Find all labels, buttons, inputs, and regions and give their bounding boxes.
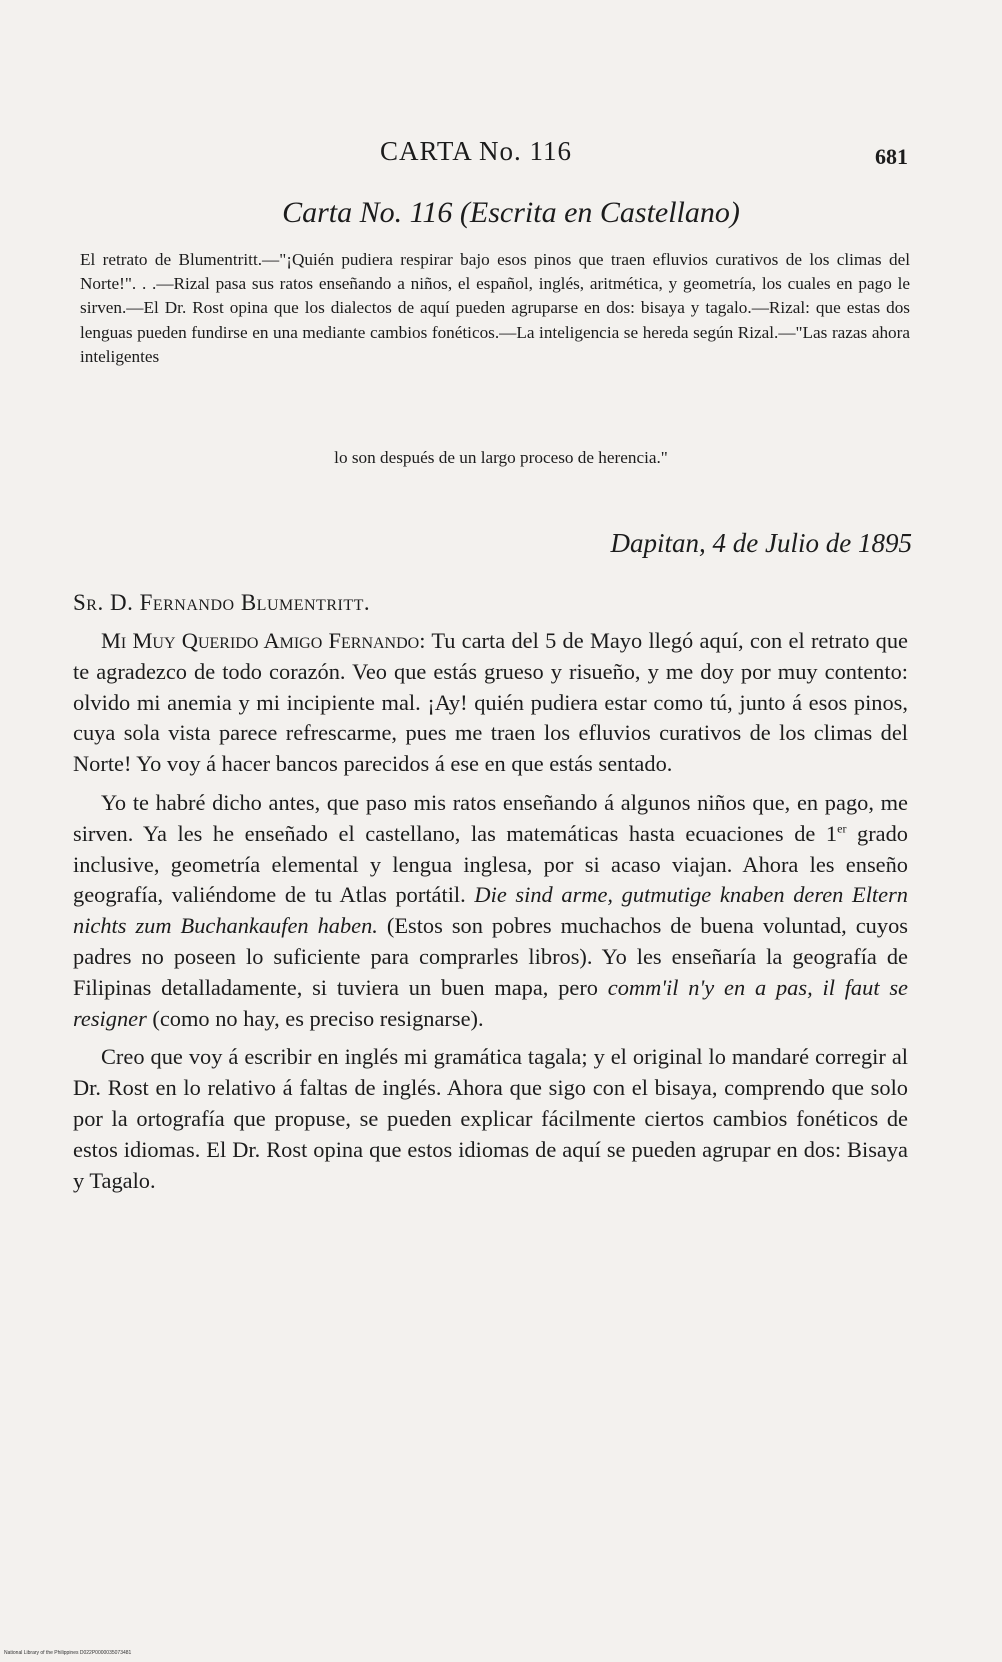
paragraph-2-part-c: (Estos son pobres muchachos de buena voluntad, cuyos padres no poseen lo suficiente para comprarles libros). Yo les enseñaría la geografía de Filipinas detalladamente, si tuviera un buen mapa, pero	[73, 913, 908, 1000]
letter-summary: El retrato de Blumentritt.—"¡Quién pudiera respirar bajo esos pinos que traen efluvios curativos de los climas del Norte!". . .—Rizal pasa sus ratos enseñando a niños, el español, inglés, aritmética, y geometría, los cuales en pago le sirven.—El Dr. Rost opina que los dialectos de aquí pueden agruparse en dos: bisaya y tagalo.—Rizal: que estas dos lenguas pueden fundirse en una mediante cambios fonéticos.—La inteligencia se hereda según Rizal.—"Las razas ahora inteligentes	[80, 250, 910, 366]
scan-credit: National Library of the Philippines D022P0000035073481	[4, 1650, 132, 1656]
paragraph-2	[73, 788, 908, 1034]
letter-summary-tail: lo son después de un largo proceso de herencia."	[334, 448, 668, 467]
place-date: Dapitan, 4 de Julio de 1895	[610, 528, 912, 558]
letter-heading: Carta No. 116 (Escrita en Castellano)	[282, 196, 740, 229]
french-quote: comm'il n'y en a pas, il faut se resigner	[73, 974, 908, 1031]
running-title: CARTA No. 116	[380, 136, 572, 166]
salutation: Mi Muy Querido Amigo Fernando	[101, 628, 420, 653]
running-head	[0, 136, 1002, 176]
paragraph-2-part-d: (como no hay, es preciso resignarse).	[146, 1005, 484, 1031]
paragraph-3: Creo que voy á escribir en inglés mi gramática tagala; y el original lo mandaré corregir al Dr. Rost en lo relativo á faltas de inglés. Ahora que sigo con el bisaya, comprendo que solo por la ortografía que propuse, se pueden explicar fácilmente ciertos cambios fonéticos de estos idiomas. El Dr. Rost opina que estos idiomas de aquí se pueden agrupar en dos: Bisaya y Tagalo.	[73, 1044, 908, 1193]
ordinal-superscript: er	[837, 821, 847, 836]
page-number: 681	[875, 144, 908, 169]
paragraph-2-part-b: grado inclusive, geometría elemental y lengua inglesa, por si acaso viajan. Ahora les enseño geografía, valiéndome de tu Atlas portátil.	[73, 820, 909, 908]
paragraph-1	[73, 626, 908, 780]
german-quote: Die sind arme, gutmutige knaben deren Eltern nichts zum Buchankaufen haben.	[73, 882, 908, 939]
letter-body	[73, 626, 908, 1204]
paragraph-1-text: : Tu carta del 5 de Mayo llegó aquí, con el retrato que te agradezco de todo corazón. Veo que estás grueso y risueño, y me doy por muy contento: olvido mi anemia y mi incipiente mal. ¡Ay! quién pudiera estar como tú, junto á esos pinos, cuya sola vista parece refrescarme, pues me traen los efluvios curativos de los climas del Norte! Yo voy á hacer bancos parecidos á ese en que estás sentado.	[73, 628, 908, 777]
addressee: Sr. D. Fernando Blumentritt.	[73, 590, 371, 615]
paragraph-2-part-a: Yo te habré dicho antes, que paso mis ratos enseñando á algunos niños que, en pago, me sirven. Ya les he enseñado el castellano, las matemáticas hasta ecuaciones de 1	[73, 789, 908, 846]
